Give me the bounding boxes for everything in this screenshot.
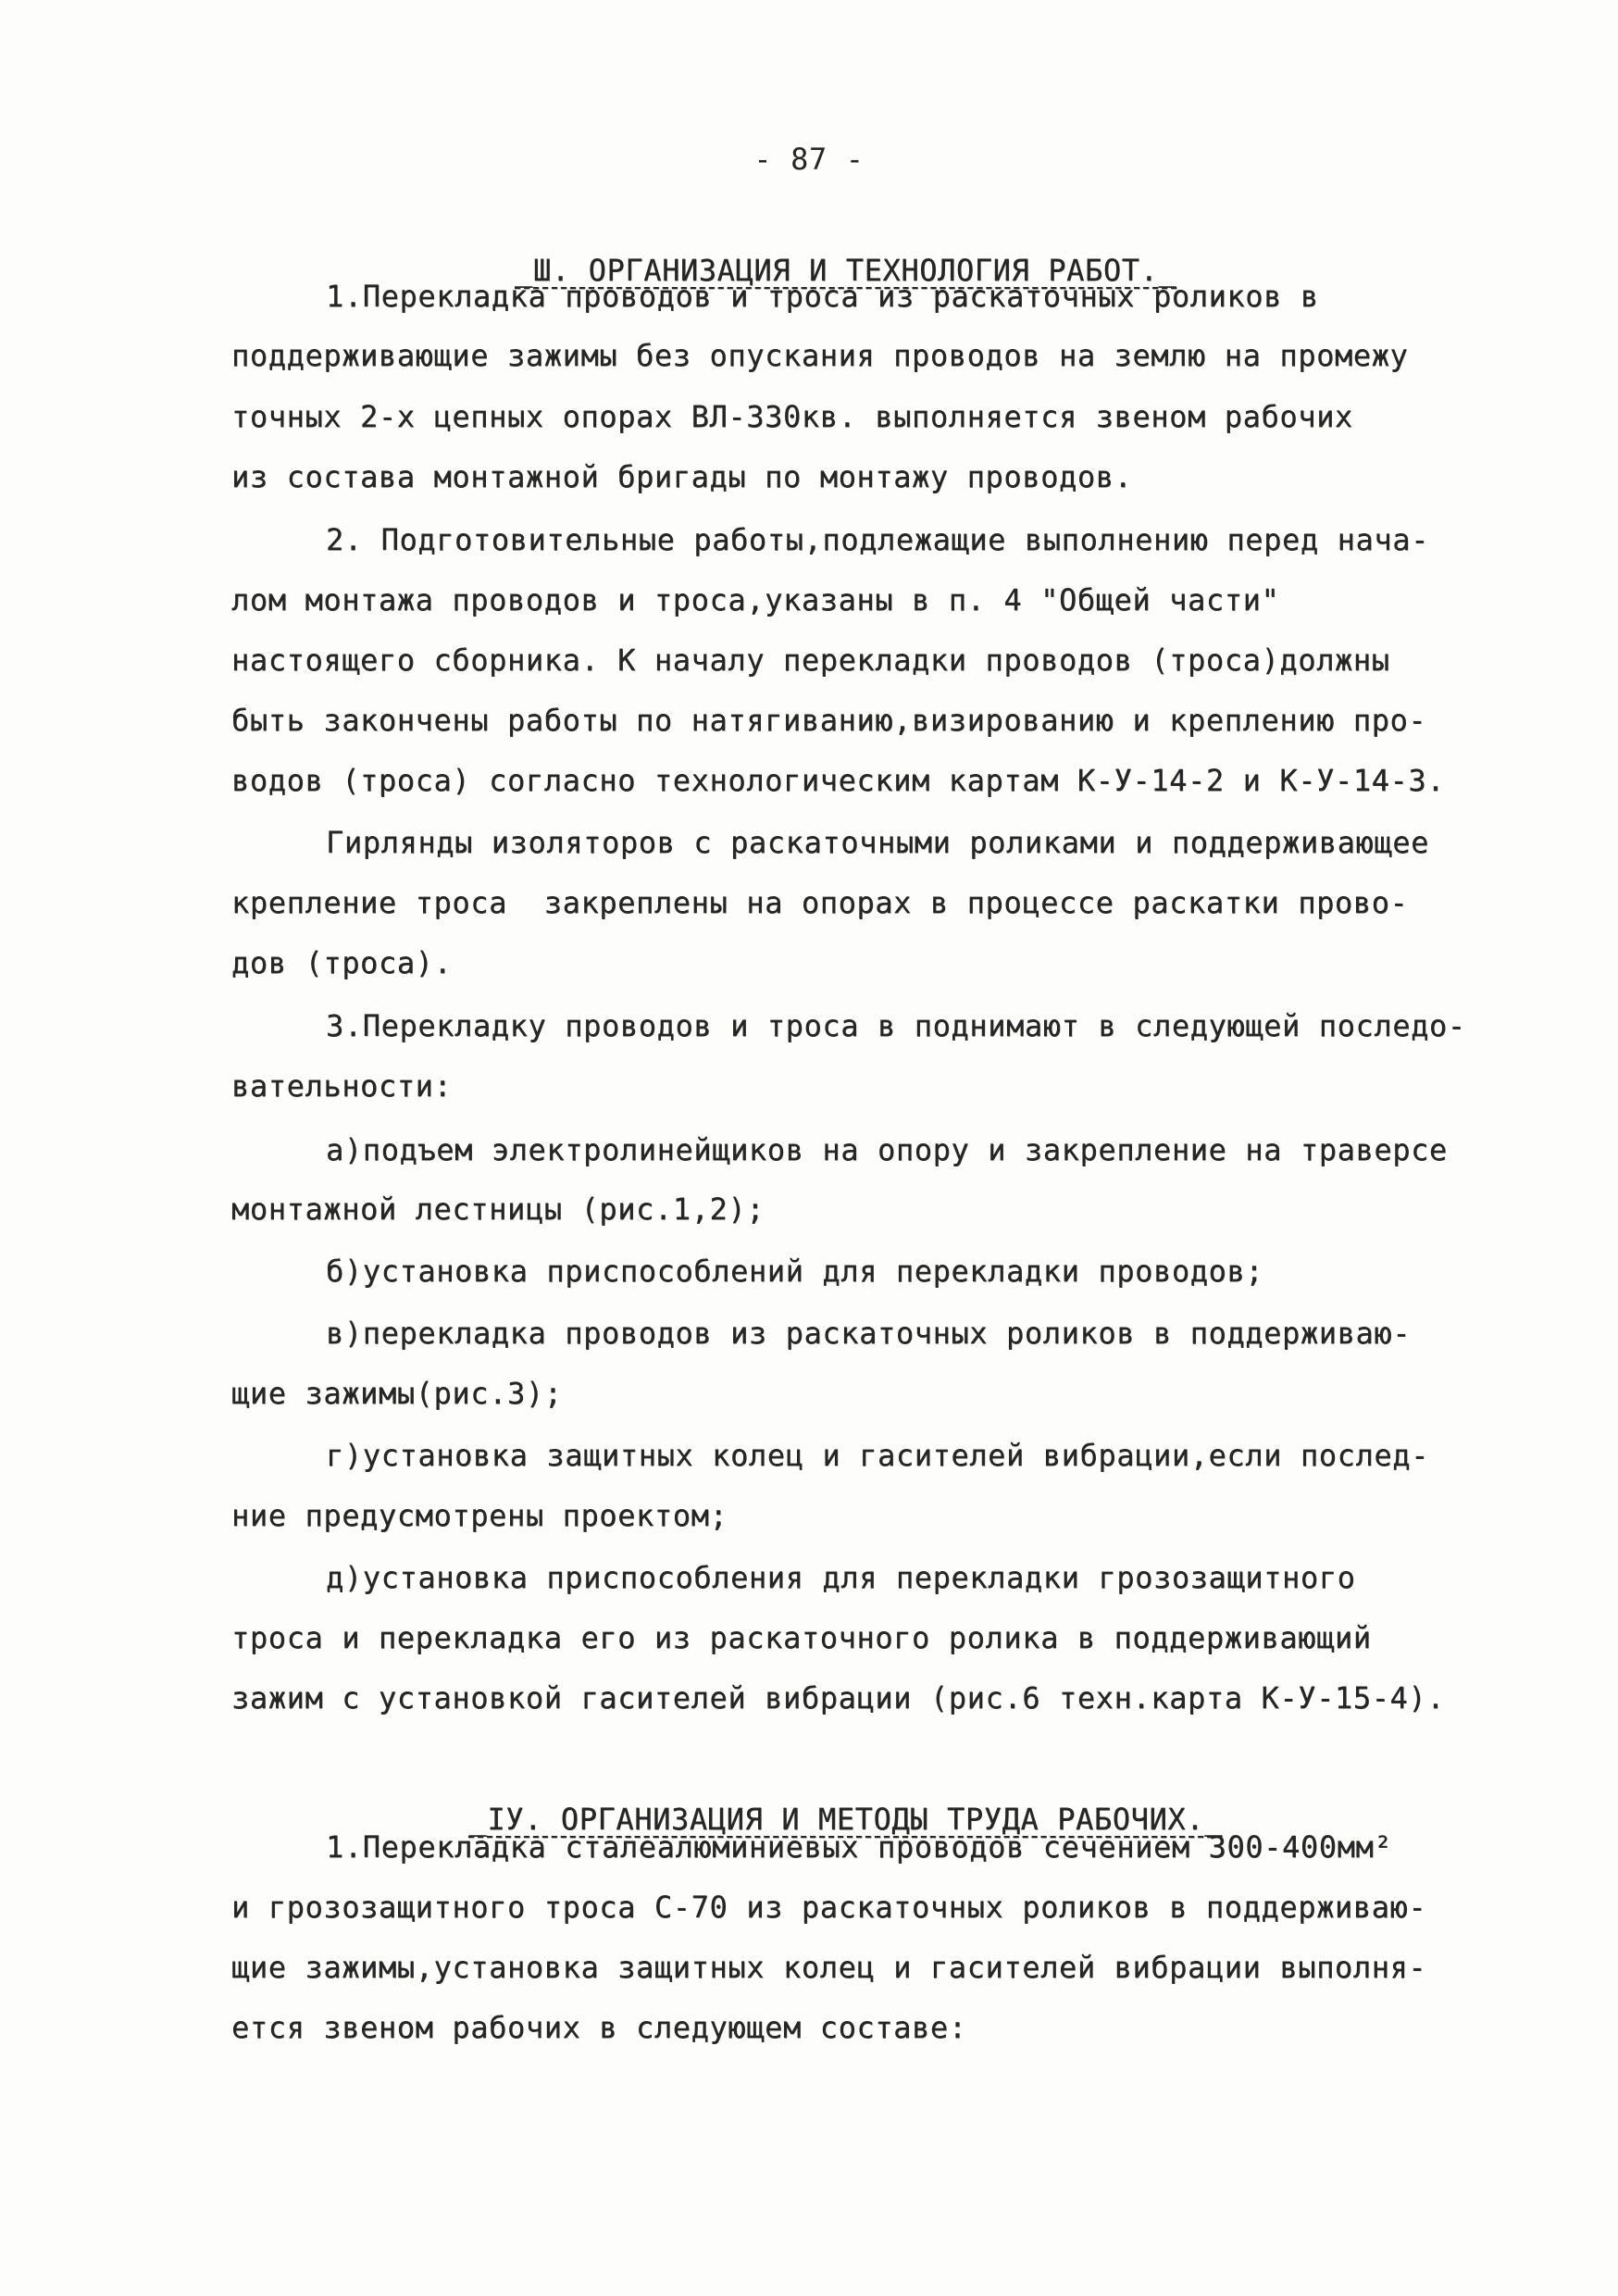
section-3-line: поддерживающие зажимы без опускания проводов на землю на промежу xyxy=(231,338,1409,373)
section-3-heading-text: _Ш. ОРГАНИЗАЦИЯ И ТЕХНОЛОГИЯ РАБОТ._ xyxy=(515,253,1177,288)
section-3-line: водов (троса) согласно технологическим картам К-У-14-2 и К-У-14-3. xyxy=(231,763,1446,798)
section-4-line: и грозозащитного троса С-70 из раскаточных роликов в поддерживаю- xyxy=(231,1890,1427,1925)
section-3-list-item: б)установка приспособлений для перекладки проводов; xyxy=(326,1254,1264,1289)
section-3-list-item: щие зажимы(рис.3); xyxy=(231,1376,563,1411)
section-4-line: 1.Перекладка сталеалюминиевых проводов сечением 300-400мм² xyxy=(326,1829,1393,1865)
page-number: - 87 - xyxy=(753,142,865,177)
section-3-line: настоящего сборника. К началу перекладки проводов (троса)должны xyxy=(231,643,1390,678)
section-3-line: крепление троса закреплены на опорах в процессе раскатки прово- xyxy=(231,885,1409,920)
section-3-line: 1.Перекладка проводов и троса из раскаточных роликов в xyxy=(326,279,1319,314)
section-3-line: быть закончены работы по натягиванию,визированию и креплению про- xyxy=(231,703,1427,738)
section-3-list-item: а)подъем электролинейщиков на опору и закрепление на траверсе xyxy=(326,1132,1448,1167)
section-3-list-item: ние предусмотрены проектом; xyxy=(231,1498,728,1533)
section-3-line: лом монтажа проводов и троса,указаны в п. 4 "Общей части" xyxy=(231,582,1280,618)
section-4-line: щие зажимы,установка защитных колец и гасителей вибрации выполня- xyxy=(231,1950,1427,1985)
section-3-list-item: г)установка защитных колец и гасителей вибрации,если послед- xyxy=(326,1438,1429,1473)
section-3-list-item: зажим с установкой гасителей вибрации (рис.6 техн.карта К-У-15-4). xyxy=(231,1680,1446,1716)
section-3-line: из состава монтажной бригады по монтажу проводов. xyxy=(231,459,1133,494)
section-3-line: вательности: xyxy=(231,1068,453,1104)
section-3-line: точных 2-х цепных опорах ВЛ-330кв. выполняется звеном рабочих xyxy=(231,399,1353,434)
section-3-list-item: д)установка приспособления для перекладки грозозащитного xyxy=(326,1560,1356,1595)
section-3-line: 2. Подготовительные работы,подлежащие выполнению перед нача- xyxy=(326,522,1429,557)
section-4-heading-text: _IУ. ОРГАНИЗАЦИЯ И МЕТОДЫ ТРУДА РАБОЧИХ._ xyxy=(468,1802,1223,1837)
section-3-line: Гирлянды изоляторов с раскаточными роликами и поддерживающее xyxy=(326,825,1429,860)
section-3-line: дов (троса). xyxy=(231,945,453,980)
section-3-list-item: троса и перекладка его из раскаточного ролика в поддерживающий xyxy=(231,1620,1372,1655)
section-4-line: ется звеном рабочих в следующем составе: xyxy=(231,2010,967,2045)
section-3-list-item: монтажной лестницы (рис.1,2); xyxy=(231,1192,765,1227)
section-3-line: 3.Перекладку проводов и троса в поднимают в следующей последо- xyxy=(326,1008,1466,1043)
section-3-list-item: в)перекладка проводов из раскаточных роликов в поддерживаю- xyxy=(326,1316,1412,1351)
